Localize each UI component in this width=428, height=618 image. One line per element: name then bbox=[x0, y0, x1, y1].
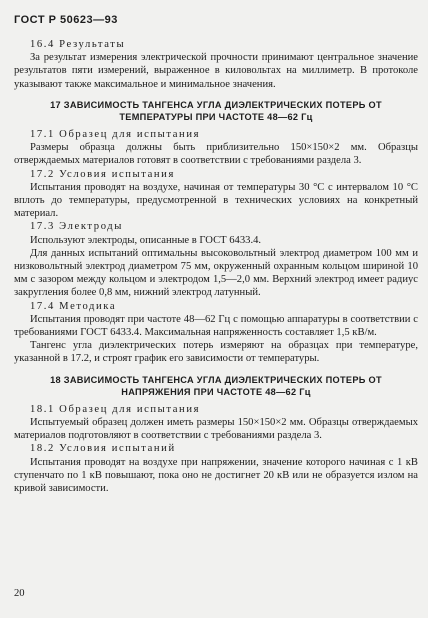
subsection-heading-17-3: 17.3 Электроды bbox=[30, 221, 123, 233]
paragraph: Используют электроды, описанные в ГОСТ 6433.4. bbox=[30, 234, 262, 246]
paragraph: Испытания проводят на воздухе, начиная от температуры 30 °С с интервалом 10 °С вплоть до температуры, предусмотренной в технических условиях на конкретный материал. bbox=[14, 181, 418, 220]
paragraph: За результат измерения электрической прочности принимают центральное значение результатов пяти измерений, выраженное в киловольтах на миллиметр. В протоколе указывают также максимальное и минимальное значения. bbox=[14, 52, 418, 90]
page-number: 20 bbox=[14, 588, 25, 599]
subsection-heading-16-4: 16.4 Результаты bbox=[30, 39, 126, 50]
subsection-heading-18-1: 18.1 Образец для испытания bbox=[30, 403, 201, 415]
paragraph: Для данных испытаний оптимальны высоковольтный электрод диаметром 100 мм и низковольтный электрод диаметром 75 мм, окруженный охранным кольцом шириной 10 мм с зазором между кольцом и электродом 1,5—2,0 мм. Верхний электрод имеет радиус закругления более 0,8 мм, нижний электрод латунный. bbox=[14, 247, 418, 299]
paragraph: Испытания проводят при частоте 48—62 Гц с помощью аппаратуры в соответствии с требованиями ГОСТ 6433.4. Максимальная напряженность составляет 1,5 кВ/м. bbox=[14, 313, 418, 339]
subsection-heading-17-2: 17.2 Условия испытания bbox=[30, 168, 175, 180]
document-body bbox=[14, 38, 418, 495]
paragraph: Размеры образца должны быть приблизительно 150×150×2 мм. Образцы отверждаемых материалов готовят в соответствии с требованиями раздела 3. bbox=[14, 142, 418, 167]
subsection-heading-17-1: 17.1 Образец для испытания bbox=[30, 129, 201, 140]
subsection-heading-18-2: 18.2 Условия испытаний bbox=[30, 443, 176, 455]
section-heading-18: 18 ЗАВИСИМОСТЬ ТАНГЕНСА УГЛА ДИЭЛЕКТРИЧЕСКИХ ПОТЕРЬ ОТ НАПРЯЖЕНИЯ ПРИ ЧАСТОТЕ 48—62 Гц bbox=[50, 374, 382, 398]
document-header: ГОСТ Р 50623—93 bbox=[14, 14, 118, 26]
paragraph: Тангенс угла диэлектрических потерь измеряют на образцах при температуре, указанной в 17.2, и строят график его зависимости от температуры. bbox=[14, 340, 418, 365]
paragraph: Испытуемый образец должен иметь размеры 150×150×2 мм. Образцы отверждаемых материалов подготовляют в соответствии с требованиями раздела 3. bbox=[14, 417, 418, 442]
paragraph: Испытания проводят на воздухе при напряжении, значение которого начиная с 1 кВ ступенчато по 1 кВ повышают, пока оно не достигнет 20 кВ или не образуется излом на кривой зависимости. bbox=[14, 456, 418, 495]
subsection-heading-17-4: 17.4 Методика bbox=[30, 300, 117, 312]
section-heading-17: 17 ЗАВИСИМОСТЬ ТАНГЕНСА УГЛА ДИЭЛЕКТРИЧЕСКИХ ПОТЕРЬ ОТ ТЕМПЕРАТУРЫ ПРИ ЧАСТОТЕ 48—62 Гц bbox=[50, 99, 382, 123]
